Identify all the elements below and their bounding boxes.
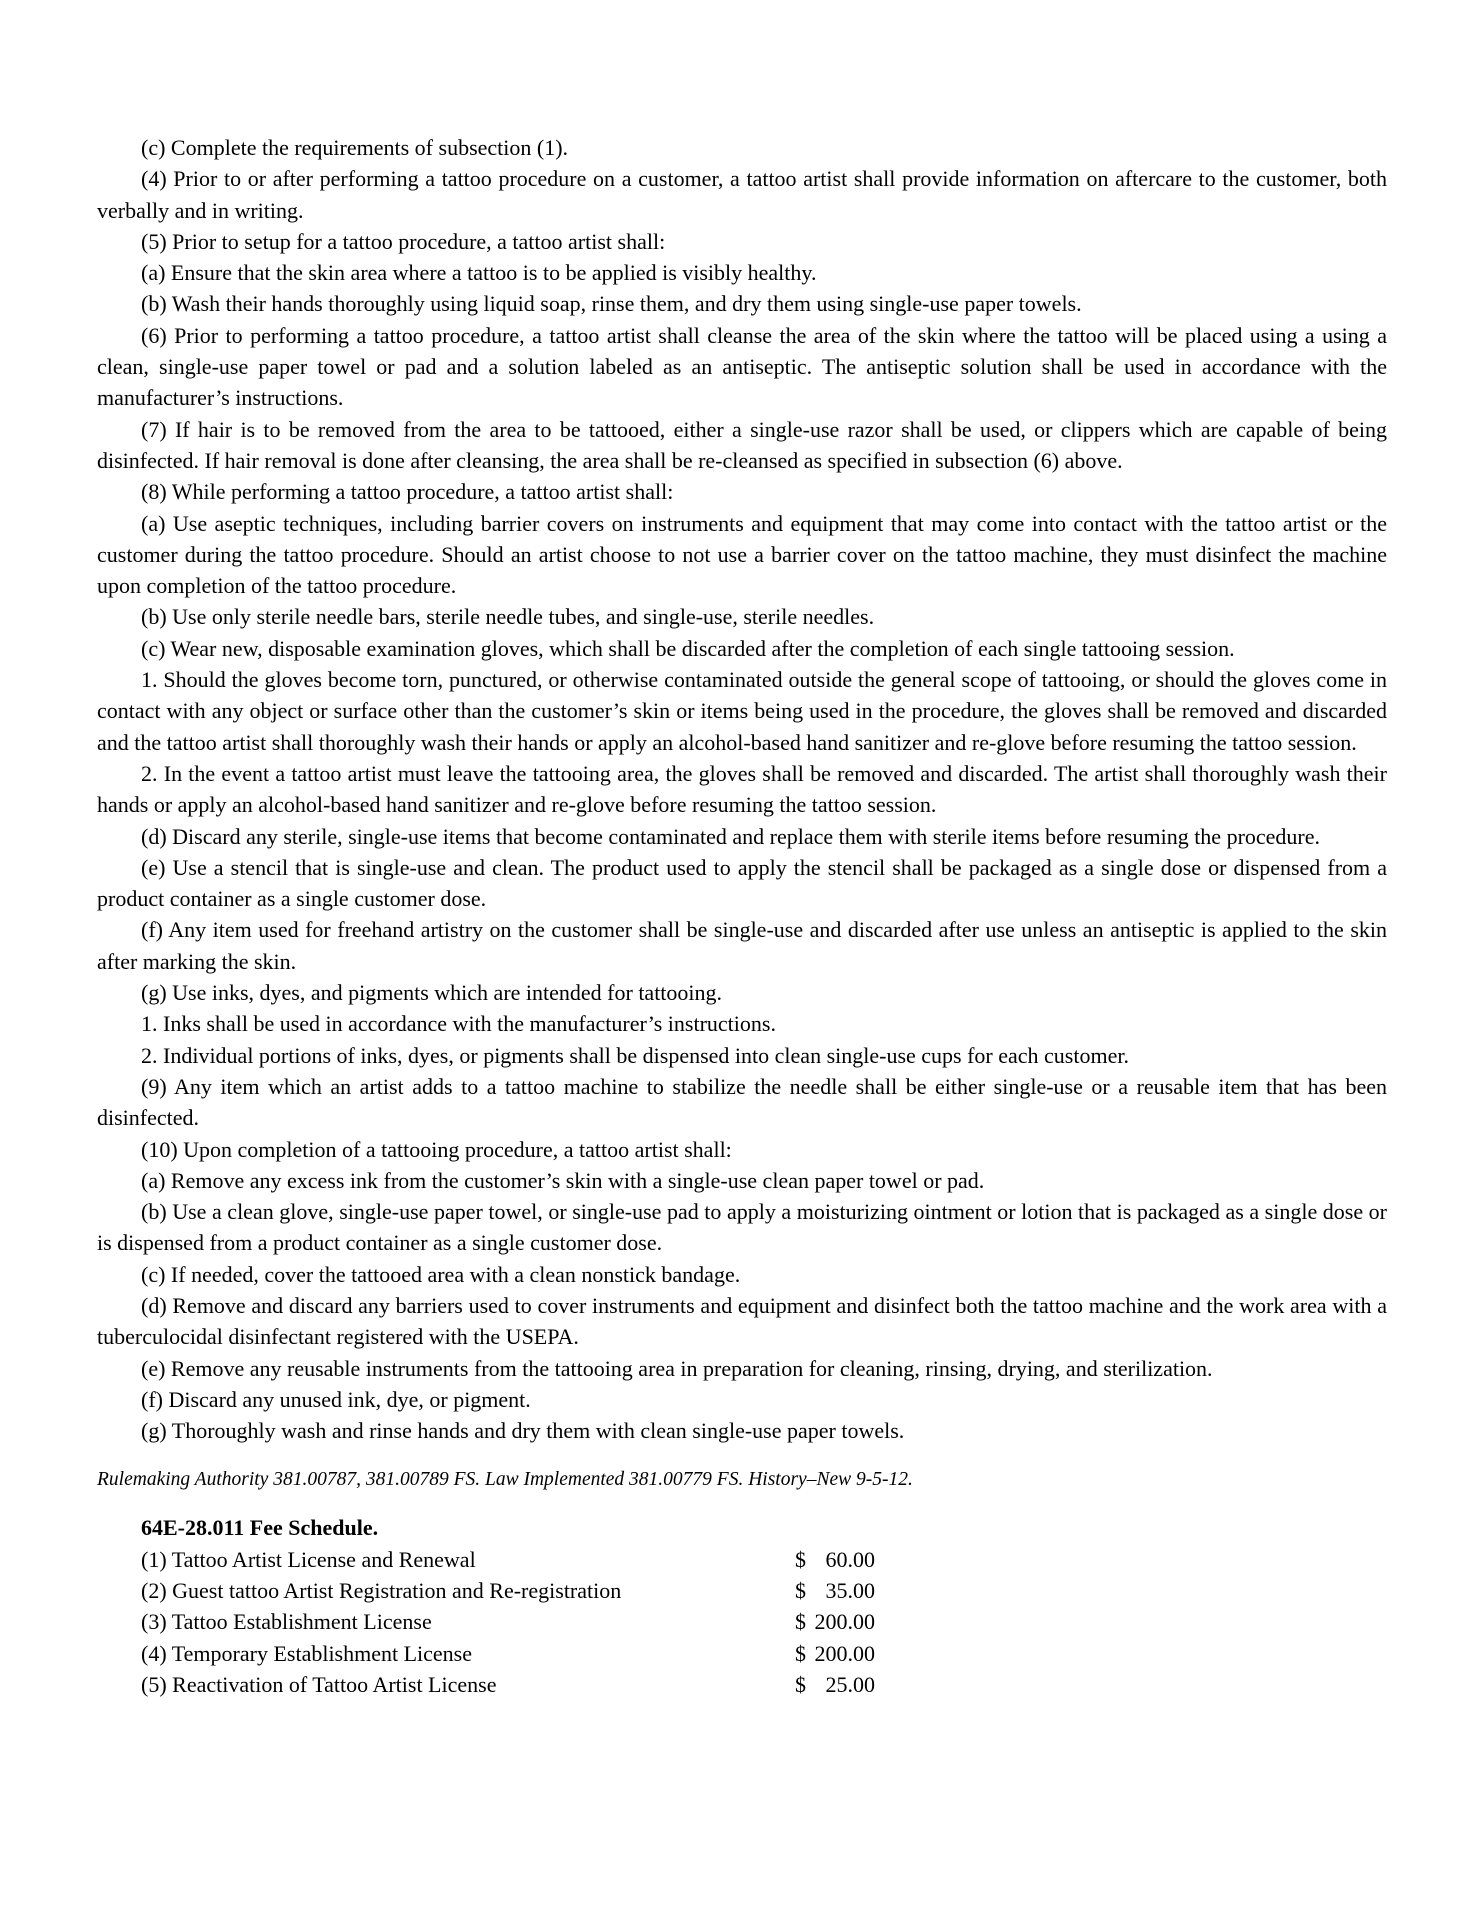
paragraph: 1. Should the gloves become torn, punctured, or otherwise contaminated outside the general scope of tattooing, or should the gloves come in contact with any object or surface other than the customer’s skin or items being used in the procedure, the gloves shall be removed and discarded and the tattoo artist shall thoroughly wash their hands or apply an alcohol-based hand sanitizer and re-glove before resuming the tattoo session.	[97, 667, 1387, 755]
paragraph: (10) Upon completion of a tattooing procedure, a tattoo artist shall:	[141, 1136, 732, 1162]
paragraph: (d) Remove and discard any barriers used to cover instruments and equipment and disinfect both the tattoo machine and the work area with a tuberculocidal disinfectant registered with the USEPA.	[97, 1292, 1387, 1350]
fee-amount	[795, 1669, 875, 1700]
fee-value: 200.00	[814, 1609, 875, 1635]
fee-label: (3) Tattoo Establishment License	[141, 1609, 432, 1635]
paragraph: (5) Prior to setup for a tattoo procedure, a tattoo artist shall:	[141, 228, 666, 254]
fee-amount	[795, 1606, 875, 1637]
paragraph: (g) Use inks, dyes, and pigments which are intended for tattooing.	[141, 980, 723, 1006]
document-page	[97, 132, 1387, 1700]
fee-row	[141, 1606, 1387, 1637]
fee-row	[141, 1544, 1387, 1575]
currency-symbol: $	[795, 1671, 806, 1697]
paragraph: (c) If needed, cover the tattooed area with a clean nonstick bandage.	[141, 1261, 741, 1287]
paragraph: (a) Ensure that the skin area where a tattoo is to be applied is visibly healthy.	[141, 260, 817, 286]
paragraph: (g) Thoroughly wash and rinse hands and dry them with clean single-use paper towels.	[141, 1418, 905, 1444]
fee-label: (5) Reactivation of Tattoo Artist License	[141, 1671, 497, 1697]
fee-amount	[795, 1638, 875, 1669]
paragraph: 2. Individual portions of inks, dyes, or pigments shall be dispensed into clean single-use cups for each customer.	[141, 1042, 1129, 1068]
currency-symbol: $	[795, 1546, 806, 1572]
fee-schedule	[97, 1512, 1387, 1700]
fee-row	[141, 1669, 1387, 1700]
paragraph: (a) Remove any excess ink from the customer’s skin with a single-use clean paper towel or pad.	[141, 1167, 985, 1193]
history-note: Rulemaking Authority 381.00787, 381.00789 FS. Law Implemented 381.00779 FS. History–New 9-5-12.	[97, 1469, 913, 1491]
fee-label: (1) Tattoo Artist License and Renewal	[141, 1546, 476, 1572]
paragraph: (6) Prior to performing a tattoo procedure, a tattoo artist shall cleanse the area of the skin where the tattoo will be placed using a using a clean, single-use paper towel or pad and a solution labeled as an antiseptic. The antiseptic solution shall be used in accordance with the manufacturer’s instructions.	[97, 322, 1387, 411]
paragraph: (4) Prior to or after performing a tattoo procedure on a customer, a tattoo artist shall provide information on aftercare to the customer, both verbally and in writing.	[97, 166, 1387, 223]
paragraph: (c) Complete the requirements of subsection (1).	[141, 135, 569, 160]
fee-value: 200.00	[814, 1640, 875, 1666]
paragraph: (f) Discard any unused ink, dye, or pigment.	[141, 1386, 531, 1412]
paragraph: (e) Use a stencil that is single-use and clean. The product used to apply the stencil shall be packaged as a single dose or dispensed from a product container as a single customer dose.	[97, 854, 1387, 912]
fee-value: 60.00	[825, 1546, 875, 1572]
fee-schedule-heading: 64E-28.011 Fee Schedule.	[141, 1515, 379, 1541]
currency-symbol: $	[795, 1609, 806, 1635]
paragraph: (7) If hair is to be removed from the area to be tattooed, either a single-use razor shall be used, or clippers which are capable of being disinfected. If hair removal is done after cleansing, the area shall be re-cleansed as specified in subsection (6) above.	[97, 416, 1387, 473]
fee-label: (4) Temporary Establishment License	[141, 1640, 473, 1666]
paragraph: (c) Wear new, disposable examination gloves, which shall be discarded after the completion of each single tattooing session.	[141, 635, 1235, 661]
paragraph: (8) While performing a tattoo procedure, a tattoo artist shall:	[141, 479, 674, 505]
paragraph: (b) Use a clean glove, single-use paper towel, or single-use pad to apply a moisturizing ointment or lotion that is packaged as a single dose or is dispensed from a product container as a single customer dose.	[97, 1199, 1387, 1256]
fee-row	[141, 1575, 1387, 1606]
fee-row	[141, 1638, 1387, 1669]
fee-label: (2) Guest tattoo Artist Registration and Re-registration	[141, 1578, 622, 1604]
currency-symbol: $	[795, 1578, 806, 1604]
currency-symbol: $	[795, 1640, 806, 1666]
paragraph: 1. Inks shall be used in accordance with the manufacturer’s instructions.	[141, 1011, 776, 1037]
paragraph: (b) Use only sterile needle bars, sterile needle tubes, and single-use, sterile needles.	[141, 604, 875, 630]
paragraph: (a) Use aseptic techniques, including barrier covers on instruments and equipment that may come into contact with the tattoo artist or the customer during the tattoo procedure. Should an artist choose to not use a barrier cover on the tattoo machine, they must disinfect the machine upon completion of the tattoo procedure.	[97, 510, 1387, 599]
fee-value: 25.00	[825, 1671, 875, 1697]
fee-amount	[795, 1575, 875, 1606]
paragraph: (f) Any item used for freehand artistry on the customer shall be single-use and discarded after use unless an antiseptic is applied to the skin after marking the skin.	[97, 917, 1387, 974]
fee-value: 35.00	[825, 1578, 875, 1604]
paragraph: 2. In the event a tattoo artist must leave the tattooing area, the gloves shall be removed and discarded. The artist shall thoroughly wash their hands or apply an alcohol-based hand sanitizer and re-glove before resuming the tattoo session.	[97, 760, 1387, 818]
paragraph: (b) Wash their hands thoroughly using liquid soap, rinse them, and dry them using single-use paper towels.	[141, 291, 1082, 317]
paragraph: (e) Remove any reusable instruments from the tattooing area in preparation for cleaning, rinsing, drying, and sterilization.	[141, 1355, 1213, 1381]
paragraph: (9) Any item which an artist adds to a tattoo machine to stabilize the needle shall be either single-use or a reusable item that has been disinfected.	[97, 1073, 1387, 1131]
fee-amount	[795, 1544, 875, 1575]
paragraph: (d) Discard any sterile, single-use items that become contaminated and replace them with sterile items before resuming the procedure.	[141, 823, 1321, 849]
rule-body	[97, 132, 1387, 1446]
